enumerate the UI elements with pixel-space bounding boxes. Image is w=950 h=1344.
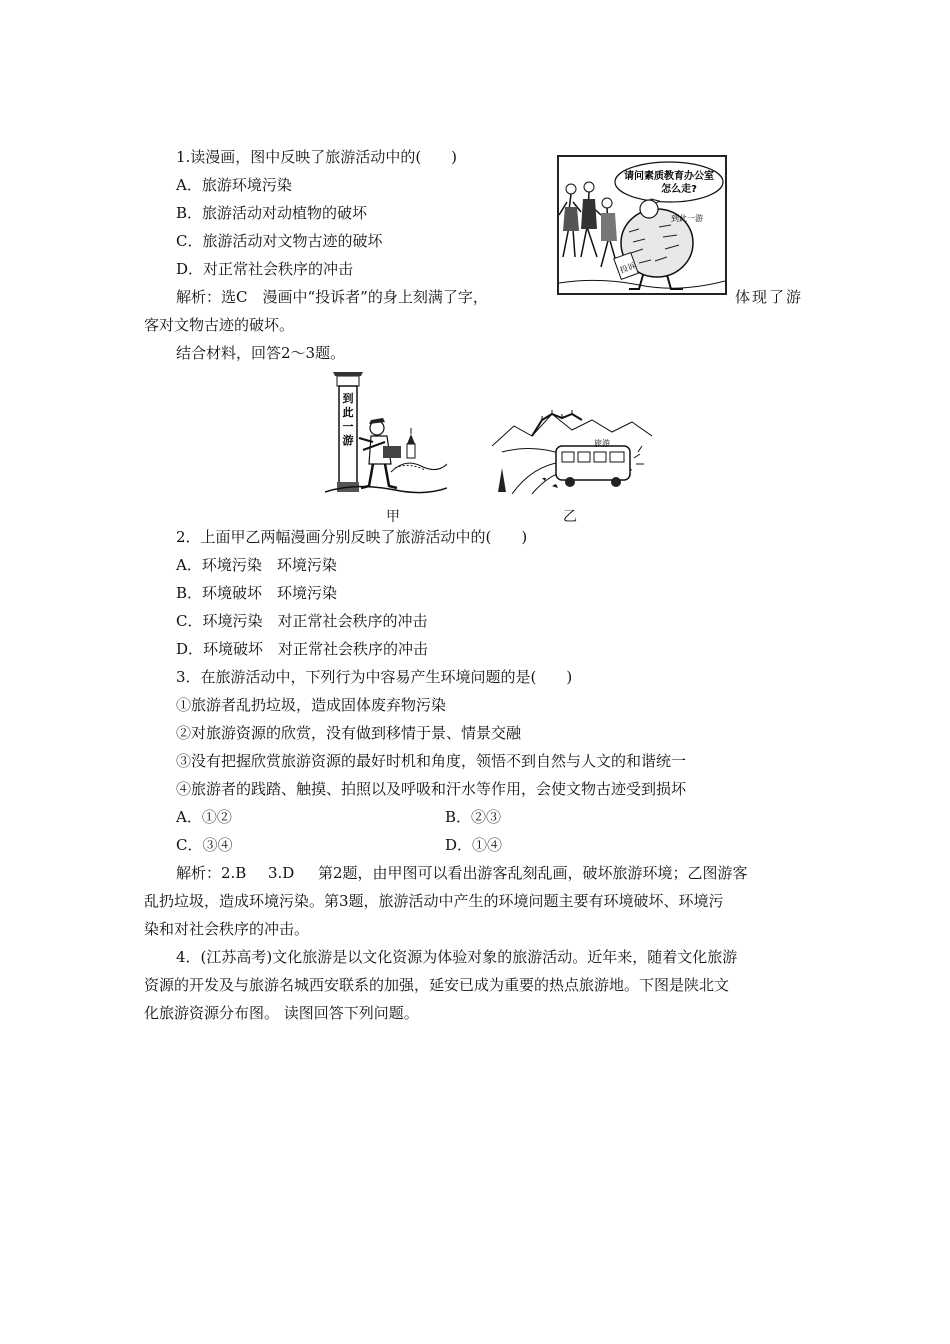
q2-option-b: B．环境破坏 环境污染 (176, 584, 338, 602)
analysis-23-line3: 染和对社会秩序的冲击。 (144, 920, 310, 938)
bus-label: 旅游 (594, 439, 610, 448)
pillar-char-1: 到 (342, 392, 354, 405)
body-carving-text: 到此一游 (671, 214, 703, 223)
q4-line1: 4．(江苏高考)文化旅游是以文化资源为体验对象的旅游活动。近年来，随着文化旅游 (176, 948, 738, 966)
speech-line-1: 请问素质教育办公室 (624, 171, 714, 182)
analysis-23-answer-2: 解析：2.B (176, 864, 247, 882)
pillar-char-4: 游 (342, 434, 354, 447)
figure-jia-caption: 甲 (386, 509, 400, 525)
q3-item-3: ③没有把握欣赏旅游资源的最好时机和角度，领悟不到自然与人文的和谐统一 (176, 752, 687, 770)
q2-option-d: D．环境破坏 对正常社会秩序的冲击 (176, 640, 429, 658)
q3-stem: 3．在旅游活动中，下列行为中容易产生环境问题的是( ) (176, 668, 573, 686)
q1-analysis-part1: 解析：选C 漫画中“投诉者”的身上刻满了字， (176, 288, 488, 306)
q1-option-a: A．旅游环境污染 (176, 176, 292, 194)
q3-option-a: A．①② (176, 808, 232, 826)
pillar-char-3: 一 (342, 420, 354, 433)
q3-item-2: ②对旅游资源的欣赏，没有做到移情于景、情景交融 (176, 724, 522, 742)
analysis-23-line2: 乱扔垃圾，造成环境污染。第3题，旅游活动中产生的环境问题主要有环境破坏、环境污 (144, 892, 724, 910)
figure-yi (492, 406, 652, 494)
q3-item-1: ①旅游者乱扔垃圾，造成固体废弃物污染 (176, 696, 447, 714)
q3-option-b: B．②③ (445, 808, 502, 826)
pillar-char-2: 此 (342, 406, 354, 419)
complaint-cartoon (557, 155, 727, 295)
q2-stem: 2．上面甲乙两幅漫画分别反映了旅游活动中的( ) (176, 528, 528, 546)
q1-analysis-part2: 体现了游 (735, 288, 804, 306)
q1-analysis-part3: 客对文物古迹的破坏。 (144, 316, 295, 334)
sign-text: 投诉 (618, 261, 637, 275)
q2-option-c: C．环境污染 对正常社会秩序的冲击 (176, 612, 428, 630)
q3-item-4: ④旅游者的践踏、触摸、拍照以及呼吸和汗水等作用，会使文物古迹受到损坏 (176, 780, 687, 798)
intro-2-3: 结合材料，回答2～3题。 (176, 344, 346, 362)
q1-option-b: B．旅游活动对动植物的破坏 (176, 204, 368, 222)
analysis-23-line1: 第2题，由甲图可以看出游客乱刻乱画，破坏旅游环境；乙图游客 (318, 864, 748, 882)
q3-option-d: D．①④ (445, 836, 503, 854)
figure-yi-drawing (492, 406, 652, 494)
q4-line2: 资源的开发及与旅游名城西安联系的加强，延安已成为重要的热点旅游地。下图是陕北文 (144, 976, 730, 994)
q1-option-d: D．对正常社会秩序的冲击 (176, 260, 354, 278)
q1-option-c: C．旅游活动对文物古迹的破坏 (176, 232, 383, 250)
analysis-23-answer-3: 3.D (268, 864, 295, 882)
q4-line3: 化旅游资源分布图。 读图回答下列问题。 (144, 1004, 419, 1022)
figure-yi-caption: 乙 (563, 509, 577, 525)
q2-option-a: A．环境污染 环境污染 (176, 556, 337, 574)
figure-jia-drawing (325, 372, 447, 494)
q3-option-c: C．③④ (176, 836, 233, 854)
speech-line-2: 怎么走? (661, 184, 697, 195)
complaint-cartoon-drawing (559, 157, 725, 293)
figure-jia (325, 372, 447, 494)
q1-stem: 1.读漫画，图中反映了旅游活动中的( ) (176, 148, 458, 166)
